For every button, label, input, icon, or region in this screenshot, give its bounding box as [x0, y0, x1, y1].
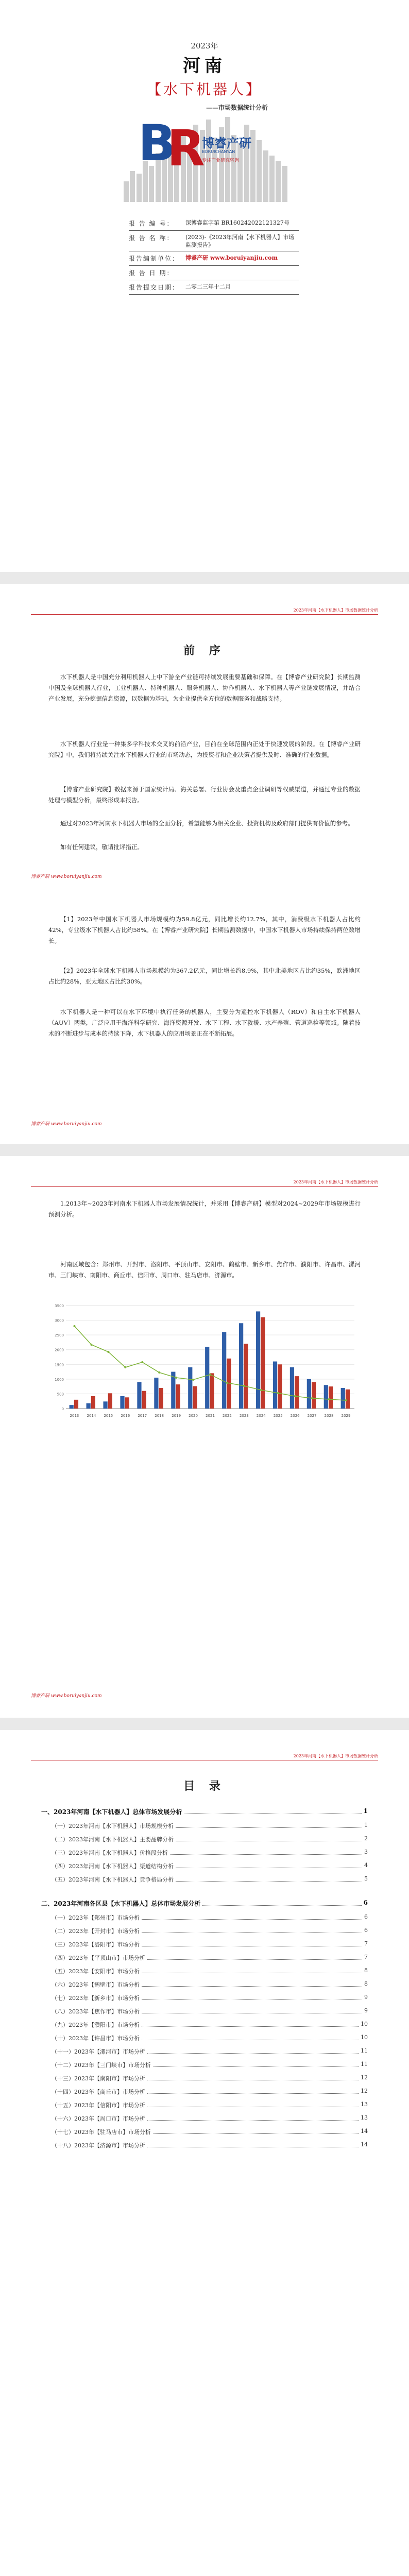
cover-decor-bar	[257, 140, 262, 202]
info-value: 二零二三年十二月	[185, 283, 231, 290]
bar-1	[239, 1323, 243, 1409]
toc-item-title: （二）2023年【开封市】市场分析	[52, 1928, 140, 1935]
toc-leader	[184, 1807, 361, 1814]
toc-item-title: （十七）2023年【驻马店市】市场分析	[52, 2129, 151, 2136]
toc-page-number: 10	[361, 2021, 368, 2027]
toc-page-number: 13	[361, 2114, 368, 2121]
toc-leader	[153, 2061, 359, 2067]
bar-1	[188, 1367, 192, 1409]
toc-item-title: （十八）2023年【济源市】市场分析	[52, 2142, 145, 2149]
toc-item[interactable]	[52, 2074, 368, 2082]
toc-item[interactable]	[52, 2034, 368, 2042]
toc-item-title: （十）2023年【许昌市】市场分析	[52, 2035, 140, 2042]
toc-page-number: 8	[364, 1967, 368, 1974]
trend-point	[90, 1344, 92, 1346]
page-separator	[0, 572, 409, 584]
toc-item-title: （三）2023年河南【水下机器人】价格段分析	[52, 1850, 168, 1856]
x-tick-label: 2018	[155, 1414, 164, 1418]
trend-point	[124, 1366, 126, 1368]
toc-item-title: （八）2023年【焦作市】市场分析	[52, 2008, 140, 2015]
toc-page-number: 3	[364, 1849, 368, 1855]
brand-name: 博睿产研	[202, 136, 251, 150]
trend-point	[226, 1382, 228, 1384]
x-tick-label: 2026	[290, 1414, 300, 1418]
toc-leader	[142, 1913, 362, 1920]
toc-leader	[142, 2007, 362, 2013]
toc-item-title: （十三）2023年【南阳市】市场分析	[52, 2075, 145, 2082]
toc-item[interactable]	[52, 2101, 368, 2109]
y-tick-label: 3000	[55, 1318, 64, 1323]
cover-info-table	[129, 216, 299, 295]
toc-leader	[142, 1940, 362, 1946]
toc-section[interactable]	[41, 1899, 368, 1908]
x-tick-label: 2028	[324, 1414, 334, 1418]
toc-page-number: 2	[364, 1835, 368, 1842]
toc-page-number: 7	[364, 1954, 368, 1960]
trend-point	[277, 1392, 279, 1394]
toc-leader	[142, 1967, 362, 1973]
preface-paragraph: 水下机器人行业是一种集多学科技术交叉的前沿产业，目前在全球范围内正处于快速发展的阶段。在【博睿产业研究院】中，我们将持续关注水下机器人行业的市场动态，为投资者和企业决策者提供及时、准确的行业数据。	[48, 740, 361, 758]
info-row	[129, 231, 299, 251]
toc-item[interactable]	[52, 1835, 368, 1843]
x-tick-label: 2022	[223, 1414, 232, 1418]
trend-point	[141, 1361, 143, 1363]
x-tick-label: 2025	[273, 1414, 283, 1418]
page-header	[31, 1753, 378, 1760]
toc-page-number: 4	[364, 1862, 368, 1869]
bar-1	[341, 1388, 345, 1409]
toc-item-title: （十六）2023年【周口市】市场分析	[52, 2115, 145, 2122]
x-tick-label: 2021	[206, 1414, 215, 1418]
toc-item[interactable]	[52, 2061, 368, 2069]
toc-page-number: 13	[361, 2101, 368, 2108]
x-tick-label: 2023	[239, 1414, 249, 1418]
toc-page-number: 1	[363, 1807, 368, 1815]
x-tick-label: 2020	[189, 1414, 198, 1418]
y-tick-label: 500	[57, 1392, 64, 1397]
y-tick-label: 1500	[55, 1363, 64, 1367]
trend-point	[209, 1374, 211, 1376]
trend-point	[294, 1395, 296, 1397]
info-label: 报告提交日期：	[129, 284, 180, 291]
toc-section[interactable]	[41, 1807, 368, 1816]
toc-page-number: 1	[364, 1822, 368, 1828]
bar-1	[137, 1382, 141, 1409]
cover-decor-bar	[137, 174, 142, 202]
cover-decor-bar	[124, 181, 129, 202]
toc-item-title: （一）2023年【郑州市】市场分析	[52, 1914, 140, 1921]
page-header	[31, 607, 378, 615]
page-header-text: 2023年河南【水下机器人】市场数据统计分析	[293, 1754, 378, 1758]
toc-leader	[176, 1875, 362, 1882]
x-tick-label: 2019	[172, 1414, 181, 1418]
bar-2	[193, 1386, 197, 1409]
bar-1	[290, 1367, 294, 1409]
brand-name-en: BORUICHANYAN	[202, 149, 235, 154]
toc-item[interactable]	[52, 2141, 368, 2149]
toc-item[interactable]	[52, 1849, 368, 1857]
toc-leader	[176, 1835, 362, 1841]
toc-item[interactable]	[52, 1980, 368, 1989]
toc-page-number: 9	[364, 2007, 368, 2014]
toc-page-number: 14	[361, 2128, 368, 2134]
data-page	[0, 1156, 409, 1718]
bar-2	[142, 1391, 146, 1409]
bar-1	[103, 1401, 107, 1409]
toc-page	[0, 1730, 409, 2576]
toc-leader	[170, 1849, 362, 1855]
page-footer: 博睿产研 www.boruiyanjiu.com	[31, 874, 102, 879]
info-row	[129, 266, 299, 280]
toc-item[interactable]	[52, 2047, 368, 2056]
toc-item[interactable]	[52, 2128, 368, 2136]
info-value-website[interactable]: 博睿产研 www.boruiyanjiu.com	[185, 255, 278, 261]
toc-page-number: 7	[364, 1940, 368, 1947]
trend-point	[192, 1379, 194, 1381]
toc-item[interactable]	[52, 2088, 368, 2096]
y-tick-label: 1000	[55, 1377, 64, 1382]
toc-item-title: （四）2023年河南【水下机器人】渠道结构分析	[52, 1863, 174, 1870]
bar-1	[256, 1311, 260, 1409]
toc-item-title: （五）2023年河南【水下机器人】竞争格局分析	[52, 1876, 174, 1883]
toc-leader	[142, 2021, 359, 2027]
trend-point	[345, 1399, 347, 1401]
bar-2	[295, 1376, 299, 1409]
bar-2	[210, 1373, 214, 1409]
logo-letter-b: B	[138, 114, 176, 172]
toc-item-title: （十二）2023年【三门峡市】市场分析	[52, 2062, 151, 2069]
info-value: (2023)-《2023年河南【水下机器人】市场监测报告》	[185, 234, 295, 248]
toc-page-number: 12	[361, 2088, 368, 2094]
toc-item-title: （六）2023年【鹤壁市】市场分析	[52, 1981, 140, 1988]
toc-item-title: （五）2023年【安阳市】市场分析	[52, 1968, 140, 1975]
toc-item-title: （三）2023年【洛阳市】市场分析	[52, 1941, 140, 1948]
page-separator	[0, 1144, 409, 1156]
toc-page-number: 6	[363, 1899, 368, 1906]
x-tick-label: 2017	[138, 1414, 147, 1418]
info-row	[129, 216, 299, 231]
toc-item-title: （九）2023年【濮阳市】市场分析	[52, 2022, 140, 2028]
toc-item-title: （四）2023年【平顶山市】市场分析	[52, 1955, 145, 1961]
preface-page	[0, 584, 409, 1144]
trend-point	[260, 1389, 262, 1391]
toc-item[interactable]	[52, 1994, 368, 2002]
toc-item[interactable]	[52, 1862, 368, 1870]
page-footer: 博睿产研 www.boruiyanjiu.com	[31, 1693, 102, 1699]
toc-item[interactable]	[52, 1927, 368, 1935]
toc-item-title: （十五）2023年【信阳市】市场分析	[52, 2102, 145, 2109]
toc-item[interactable]	[52, 2007, 368, 2015]
preface-paragraph: 【博睿产业研究院】数据来源于国家统计局、海关总署、行业协会及重点企业调研等权威渠道，并通过专业的数据处理与模型分析，最终形成本报告。	[48, 786, 361, 804]
toc-item[interactable]	[52, 1954, 368, 1962]
toc-leader	[147, 2114, 359, 2121]
trend-point	[107, 1351, 109, 1353]
bar-1	[70, 1405, 74, 1409]
preface-paragraph: 水下机器人是中国充分利用机器人上中下游全产业链可持续发展重要基础和保障。在【博睿产业研究院】长期监测中国及全球机器人行业，工业机器人、特种机器人、服务机器人、协作机器人、水下机器人等产业链发展情况，并结合产业发展，充分挖掘信息资源，以数据为基础，为企业提供全方位的数据服务和战略支持。	[48, 673, 361, 702]
cover-decor-bar	[237, 143, 243, 202]
toc-page-number: 11	[361, 2061, 368, 2067]
toc-leader	[142, 1980, 362, 1987]
toc-item-title: （七）2023年【新乡市】市场分析	[52, 1995, 140, 2002]
cover-page	[0, 0, 409, 572]
x-tick-label: 2027	[307, 1414, 317, 1418]
bar-1	[120, 1396, 124, 1409]
trend-point	[73, 1325, 75, 1327]
toc-item[interactable]	[52, 1967, 368, 1975]
toc-leader	[147, 1954, 362, 1960]
y-tick-label: 2500	[55, 1333, 64, 1338]
toc-page-number: 8	[364, 1980, 368, 1987]
toc-item[interactable]	[52, 1940, 368, 1948]
bar-2	[278, 1364, 282, 1409]
toc-item[interactable]	[52, 1913, 368, 1922]
brand-logo	[138, 114, 205, 177]
market-chart	[45, 1300, 365, 1424]
bar-2	[74, 1400, 78, 1409]
toc-leader	[142, 1994, 362, 2000]
x-tick-label: 2029	[341, 1414, 351, 1418]
toc-page-number: 6	[364, 1913, 368, 1920]
preface-paragraph: 如有任何建议，敬请批评指正。	[60, 843, 143, 851]
bar-2	[329, 1386, 333, 1409]
toc-item-title: （十四）2023年【商丘市】市场分析	[52, 2089, 145, 2095]
toc-page-number: 5	[364, 1875, 368, 1882]
toc-leader	[147, 2101, 359, 2107]
body-paragraph: 【1】2023年中国水下机器人市场规模约为59.8亿元，同比增长约12.7%，其中，消费级水下机器人占比约42%，专业级水下机器人占比约58%。在【博睿产业研究院】长期监测数据中，中国水下机器人市场持续保持两位数增长。	[48, 916, 361, 944]
trend-point	[311, 1397, 313, 1399]
toc-section-title: 一、2023年河南【水下机器人】总体市场发展分析	[41, 1808, 182, 1816]
info-value: 深博睿监字第 BR160242022121327号	[185, 219, 289, 226]
toc-item-title: （一）2023年河南【水下机器人】市场规模分析	[52, 1823, 174, 1829]
bar-2	[176, 1384, 180, 1409]
info-label: 报 告 日 期：	[129, 269, 174, 277]
toc-page-number: 11	[361, 2047, 368, 2054]
toc-leader	[147, 2047, 359, 2054]
toc-leader	[147, 2141, 359, 2147]
toc-page-number: 6	[364, 1927, 368, 1934]
bar-2	[312, 1382, 316, 1409]
toc-title: 目 录	[183, 1780, 226, 1793]
x-tick-label: 2013	[70, 1414, 79, 1418]
toc-leader	[202, 1899, 361, 1906]
body-paragraph: 河南区域包含：郑州市、开封市、洛阳市、平顶山市、安阳市、鹤壁市、新乡市、焦作市、濮阳市、许昌市、漯河市、三门峡市、南阳市、商丘市、信阳市、周口市、驻马店市、济源市。	[48, 1261, 361, 1279]
info-label: 报 告 编 号：	[129, 220, 174, 227]
toc-leader	[176, 1862, 362, 1868]
toc-item[interactable]	[52, 1875, 368, 1884]
cover-decor-bar	[130, 171, 135, 202]
toc-page-number: 14	[361, 2141, 368, 2148]
bar-2	[125, 1397, 129, 1409]
toc-item[interactable]	[52, 1822, 368, 1830]
toc-item-title: （十一）2023年【漯河市】市场分析	[52, 2048, 145, 2055]
page-footer: 博睿产研 www.boruiyanjiu.com	[31, 1122, 102, 1127]
page-header-text: 2023年河南【水下机器人】市场数据统计分析	[293, 1180, 378, 1184]
x-tick-label: 2015	[104, 1414, 113, 1418]
preface-title: 前 序	[183, 644, 226, 657]
x-tick-label: 2024	[256, 1414, 266, 1418]
trend-point	[175, 1377, 177, 1379]
body-paragraph: 水下机器人是一种可以在水下环境中执行任务的机器人，主要分为遥控水下机器人（ROV）和自主水下机器人（AUV）两类，广泛应用于海洋科学研究、海洋资源开发、水下工程、水下救援、水产养殖、管道巡检等领域。随着技术的不断进步与成本的持续下降，水下机器人的应用场景正在不断拓展。	[48, 1008, 361, 1037]
page-header-text: 2023年河南【水下机器人】市场数据统计分析	[293, 608, 378, 613]
trend-point	[243, 1385, 245, 1387]
bar-2	[244, 1344, 248, 1409]
cover-city: 河南	[183, 56, 226, 76]
info-row	[129, 280, 299, 295]
logo-letter-r: R	[167, 120, 205, 177]
trend-point	[158, 1371, 160, 1374]
toc-section-title: 二、2023年河南各区县【水下机器人】总体市场发展分析	[41, 1900, 201, 1907]
cover-decor-bar	[276, 161, 281, 202]
brand-slogan: 专注产业研究咨询	[202, 158, 240, 163]
cover-decor-bar	[269, 156, 275, 202]
cover-year: 2023年	[191, 41, 218, 50]
info-row	[129, 251, 299, 266]
toc-page-number: 9	[364, 1994, 368, 2001]
x-tick-label: 2014	[87, 1414, 96, 1418]
bar-2	[346, 1389, 350, 1409]
cover-subtitle: ——市场数据统计分析	[206, 104, 268, 111]
toc-leader	[176, 1822, 362, 1828]
page-header	[31, 1179, 378, 1187]
toc-item-title: （二）2023年河南【水下机器人】主要品牌分析	[52, 1836, 174, 1843]
page-separator	[0, 1718, 409, 1730]
preface-paragraph: 通过对2023年河南水下机器人市场的全面分析，希望能够为相关企业、投资机构及政府部门提供有价值的参考。	[60, 820, 354, 827]
bar-1	[222, 1332, 226, 1409]
bar-2	[261, 1317, 265, 1409]
bar-1	[324, 1385, 328, 1409]
bar-2	[159, 1388, 163, 1409]
bar-1	[87, 1403, 91, 1409]
bar-1	[307, 1379, 311, 1409]
info-label: 报告编制单位：	[129, 255, 180, 262]
cover-decor-bar	[282, 166, 287, 202]
x-tick-label: 2016	[121, 1414, 130, 1418]
toc-leader	[147, 2074, 359, 2080]
bar-1	[154, 1378, 158, 1409]
toc-leader	[153, 2128, 359, 2134]
cover-topic: 【水下机器人】	[146, 81, 262, 98]
bar-1	[273, 1362, 277, 1409]
y-tick-label: 0	[61, 1407, 64, 1411]
toc-item[interactable]	[52, 2021, 368, 2029]
bar-2	[108, 1393, 112, 1409]
toc-leader	[142, 1927, 362, 1933]
body-paragraph: 1.2013年~2023年河南水下机器人市场发展情况统计，并采用【博睿产研】模型对2024~2029年市场规模进行预测分析。	[48, 1200, 361, 1218]
cover-decor-bar	[263, 150, 268, 202]
toc-leader	[147, 2088, 359, 2094]
bar-2	[91, 1396, 95, 1409]
body-paragraph: 【2】2023年全球水下机器人市场规模约为367.2亿元，同比增长约8.9%，其中北美地区占比约35%，欧洲地区占比约28%，亚太地区占比约30%。	[48, 967, 361, 985]
y-tick-label: 2000	[55, 1348, 64, 1352]
trend-point	[328, 1398, 330, 1400]
bar-1	[205, 1347, 209, 1409]
y-tick-label: 3500	[55, 1304, 64, 1308]
toc-page-number: 12	[361, 2074, 368, 2081]
info-label: 报 告 名 称：	[129, 234, 174, 242]
toc-leader	[142, 2034, 359, 2040]
toc-page-number: 10	[361, 2034, 368, 2041]
toc-item[interactable]	[52, 2114, 368, 2123]
